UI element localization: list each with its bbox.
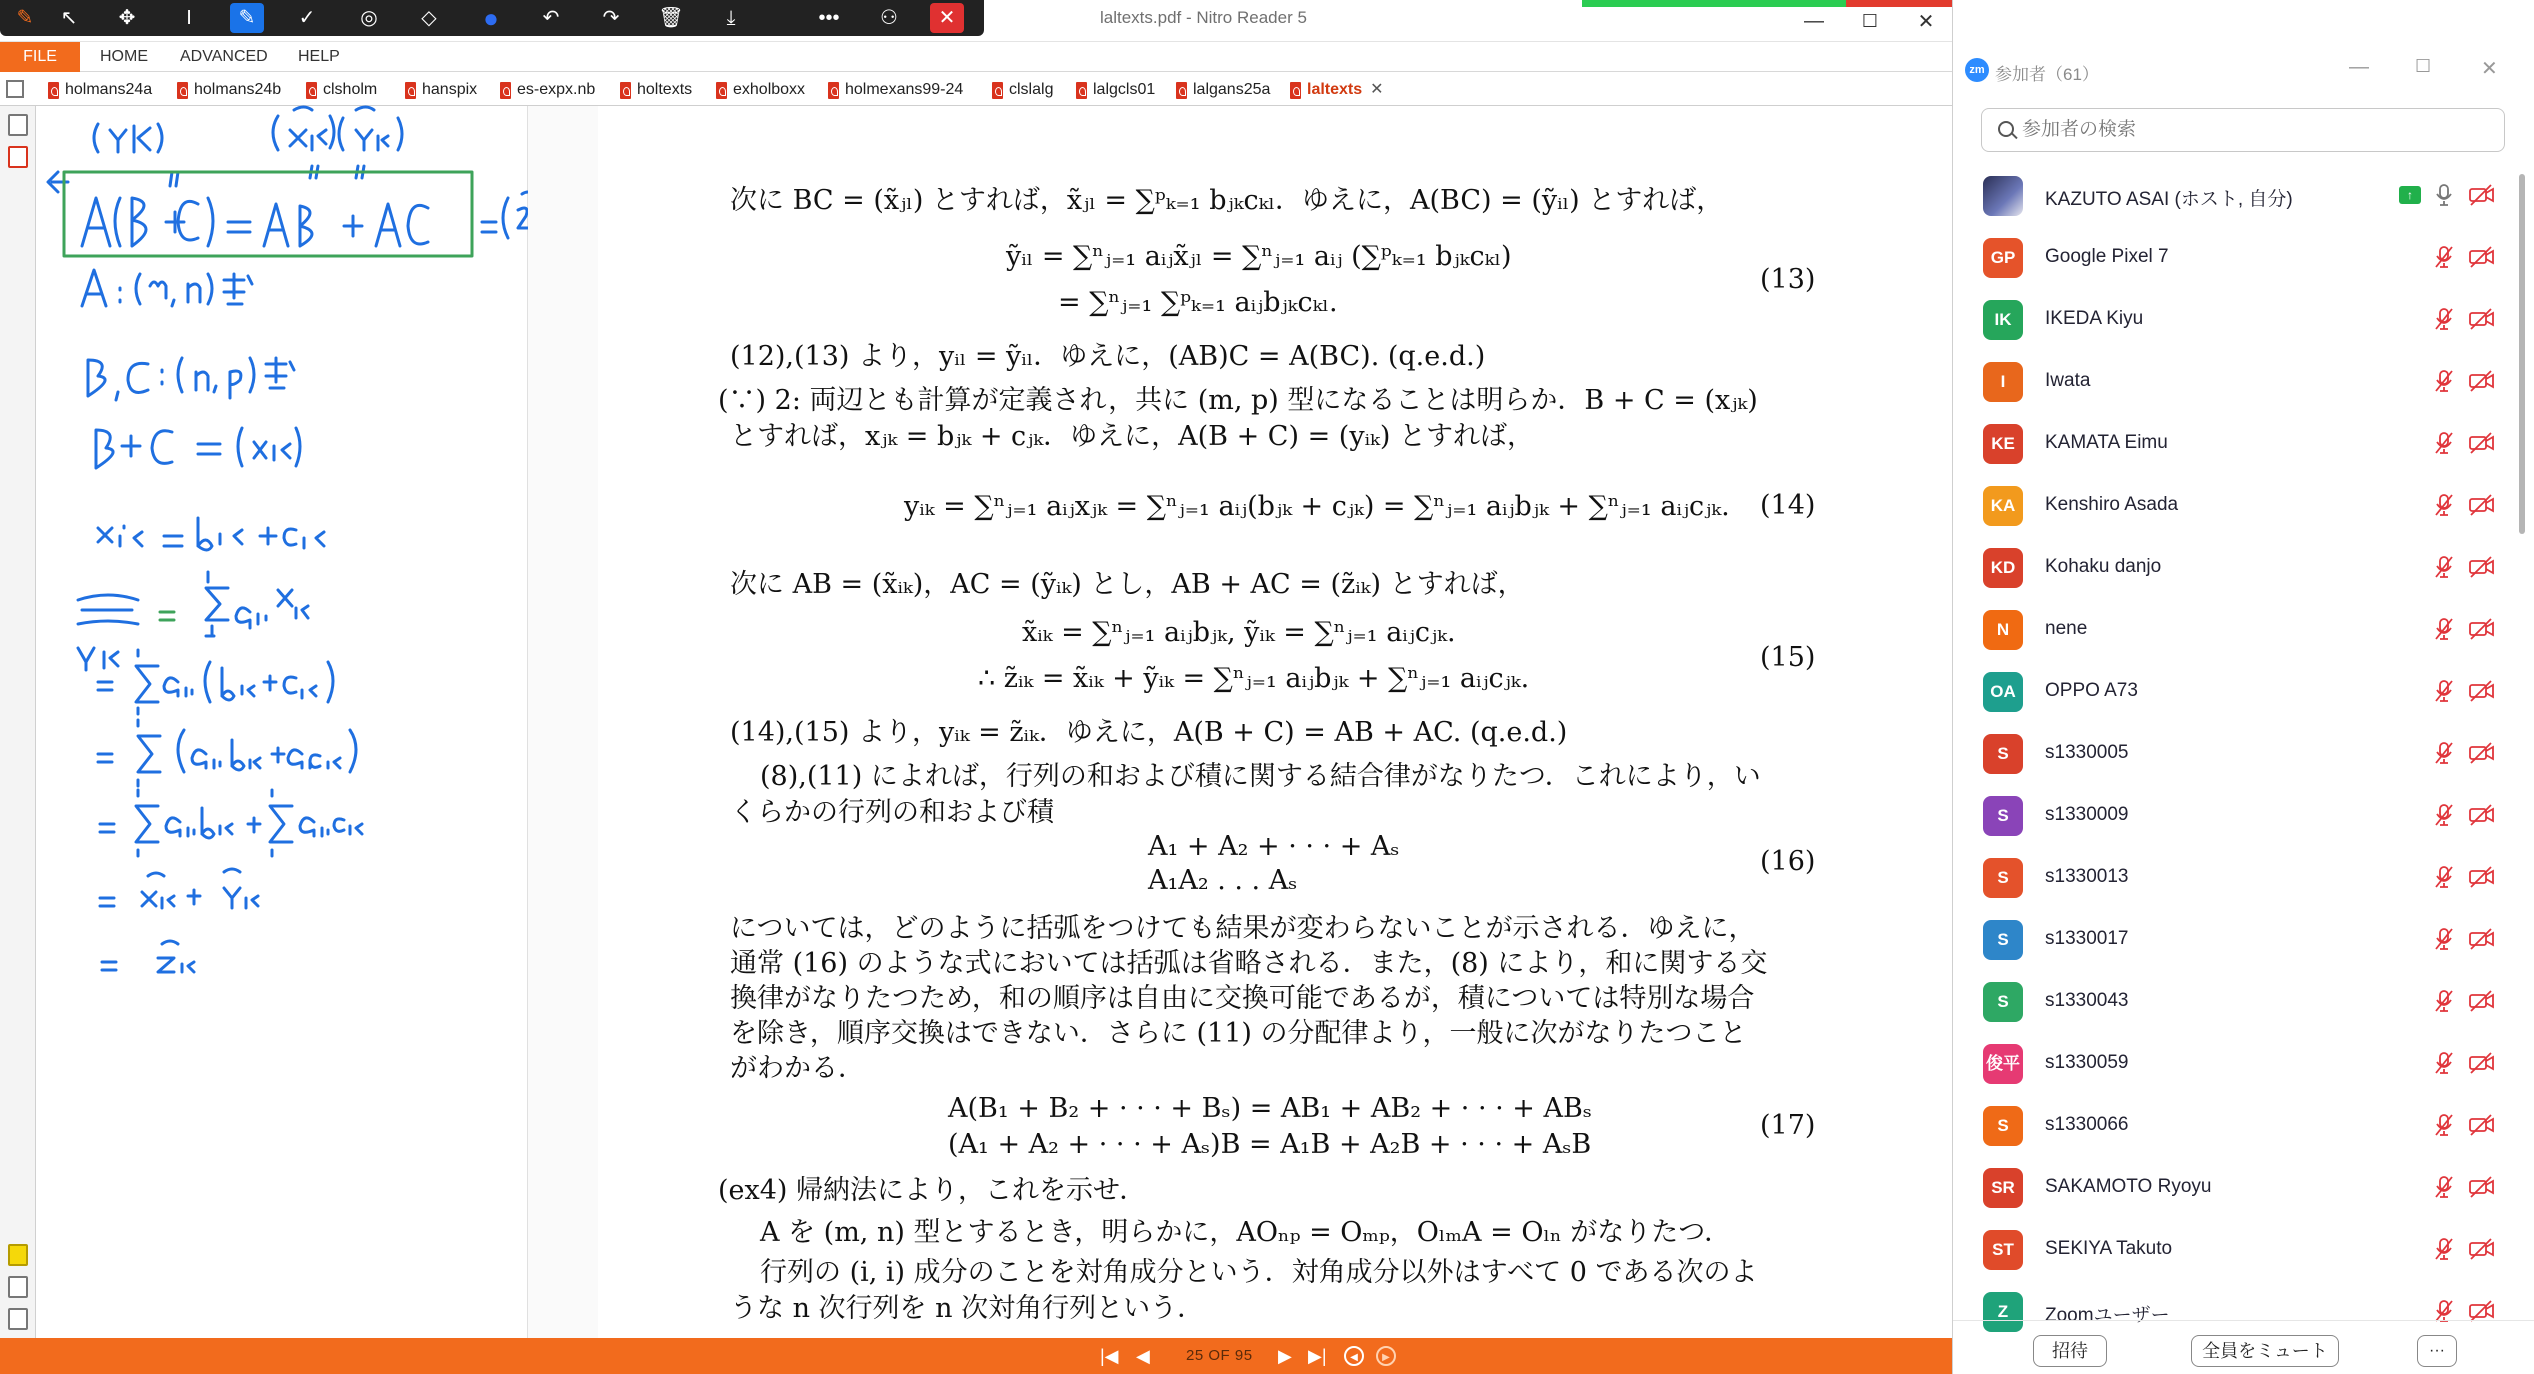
search-icon — [1998, 121, 2014, 137]
pdf-file-icon — [306, 82, 317, 99]
participant-avatar: 俊平 — [1983, 1044, 2023, 1084]
doc-equation: A₁ + A₂ + · · · + Aₛ — [1148, 831, 1400, 862]
video-off-icon[interactable] — [2469, 866, 2495, 888]
participant-avatar: KA — [1983, 486, 2023, 526]
equation-number: (14) — [1760, 490, 1816, 521]
doc-equation: A(B₁ + B₂ + · · · + Bₛ) = AB₁ + AB₂ + · · · + ABₛ — [948, 1093, 1592, 1124]
tab-lalgcls01[interactable]: lalgcls01 — [1076, 76, 1155, 104]
participant-name: s1330059 — [2045, 1052, 2129, 1073]
video-off-icon[interactable] — [2469, 680, 2495, 702]
equation-number: (13) — [1760, 264, 1816, 295]
app-menu-icon[interactable]: ✎ — [16, 7, 34, 29]
participant-avatar: S — [1983, 734, 2023, 774]
zoom-footer — [1953, 1320, 2534, 1374]
participant-list — [1953, 164, 2513, 1326]
pdf-file-icon — [1076, 82, 1087, 99]
menu-bar — [0, 42, 1952, 72]
doc-line: 次に AB = (x̃ᵢₖ)，AC = (ỹᵢₖ) とし，AB + AC = (z̃ᵢₖ) とすれば， — [730, 569, 1525, 600]
close-icon[interactable]: ✕ — [930, 3, 964, 33]
doc-line: 行列の (i, i) 成分のことを対角成分という．対角成分以外はすべて 0 である次のよ — [760, 1257, 1758, 1288]
mic-off-icon[interactable] — [2435, 1300, 2453, 1322]
video-off-icon[interactable] — [2469, 184, 2495, 206]
video-off-icon[interactable] — [2469, 370, 2495, 392]
participant-name: Zoomユーザー — [2045, 1305, 2170, 1326]
back-view-icon[interactable]: ◀ — [1344, 1346, 1364, 1366]
handwritten-notes-drawing — [38, 106, 528, 1338]
scrollbar-thumb[interactable] — [2519, 174, 2525, 534]
tab-holtexts[interactable]: holtexts — [620, 76, 692, 104]
tab-list-icon[interactable] — [6, 80, 24, 98]
video-off-icon[interactable] — [2469, 432, 2495, 454]
doc-line: がわかる． — [730, 1053, 865, 1084]
participant-name: Kohaku danjo — [2045, 556, 2162, 577]
participant-avatar: Z — [1983, 1292, 2023, 1332]
mic-off-icon[interactable] — [2435, 618, 2453, 640]
redo-icon[interactable]: ↷ — [602, 7, 620, 29]
trash-icon[interactable]: 🗑 — [658, 7, 684, 29]
equation-number: (17) — [1760, 1110, 1816, 1141]
doc-equation: ỹᵢₗ = ∑ⁿⱼ₌₁ aᵢⱼx̃ⱼₗ = ∑ⁿⱼ₌₁ aᵢⱼ (∑ᵖₖ₌₁ bⱼₖcₖₗ) — [1006, 241, 1512, 272]
participant-search[interactable] — [1981, 108, 2505, 152]
menu-help[interactable]: HELP — [298, 48, 340, 65]
participant-name: s1330066 — [2045, 1114, 2129, 1135]
video-off-icon[interactable] — [2469, 1300, 2495, 1322]
pdf-file-icon — [992, 82, 1003, 99]
mic-off-icon[interactable] — [2435, 494, 2453, 516]
participant-avatar: N — [1983, 610, 2023, 650]
participant-row[interactable] — [1953, 350, 2513, 412]
pdf-file-icon — [716, 82, 727, 99]
mic-off-icon[interactable] — [2435, 246, 2453, 268]
video-off-icon[interactable] — [2469, 804, 2495, 826]
participant-row[interactable] — [1953, 1032, 2513, 1094]
equation-number: (16) — [1760, 846, 1816, 877]
close-tab-icon[interactable]: ✕ — [1370, 81, 1384, 98]
menu-home[interactable]: HOME — [100, 48, 148, 65]
video-off-icon[interactable] — [2469, 1238, 2495, 1260]
page-indicator[interactable]: 25 OF 95 — [1186, 1347, 1253, 1364]
menu-file[interactable]: FILE — [0, 42, 80, 72]
participant-avatar — [1983, 176, 2023, 216]
doc-line: くらかの行列の和および積 — [730, 797, 1054, 828]
mic-off-icon[interactable] — [2435, 308, 2453, 330]
participant-row[interactable] — [1953, 412, 2513, 474]
minimize-button[interactable]: — — [1804, 9, 1824, 32]
share-screen-icon: ↑ — [2399, 186, 2421, 204]
zoom-maximize-button[interactable]: ☐ — [2415, 56, 2432, 76]
attachments-panel-icon[interactable] — [8, 1276, 28, 1298]
doc-equation: ∴ z̃ᵢₖ = x̃ᵢₖ + ỹᵢₖ = ∑ⁿⱼ₌₁ aᵢⱼbⱼₖ + ∑ⁿⱼ₌₁ aᵢⱼcⱼₖ. — [978, 663, 1530, 694]
left-sidebar — [0, 106, 36, 1338]
doc-line: (8),(11) によれば，行列の和および積に関する結合律がなりたつ．これにより，い — [760, 761, 1761, 792]
participant-name: s1330013 — [2045, 866, 2129, 887]
doc-line: A を (m, n) 型とするとき，明らかに，AOₙₚ = Oₘₚ，OₗₘA = Oₗₙ がなりたつ． — [760, 1217, 1732, 1248]
participant-name: KAZUTO ASAI (ホスト, 自分) — [2045, 189, 2293, 210]
video-off-icon[interactable] — [2469, 1052, 2495, 1074]
participant-row[interactable] — [1953, 164, 2513, 226]
pdf-file-icon — [177, 82, 188, 99]
tab-hanspix[interactable]: hanspix — [405, 76, 477, 104]
participant-name: Iwata — [2045, 370, 2091, 391]
mic-off-icon[interactable] — [2435, 1238, 2453, 1260]
doc-line: 次に BC = (x̃ⱼₗ) とすれば，x̃ⱼₗ = ∑ᵖₖ₌₁ bⱼₖcₖₗ．ゆえに，A(BC) = (ỹᵢₗ) とすれば， — [730, 185, 1724, 216]
participant-name: OPPO A73 — [2045, 680, 2138, 701]
video-off-icon[interactable] — [2469, 494, 2495, 516]
participants-title: 参加者（61） — [1995, 65, 2099, 84]
close-window-button[interactable]: ✕ — [1917, 10, 1935, 33]
participant-row[interactable] — [1953, 784, 2513, 846]
participant-row[interactable] — [1953, 722, 2513, 784]
doc-line: (∵) 2: 両辺とも計算が定義され，共に (m, p) 型になることは明らか．B + C = (xⱼₖ) — [718, 385, 1758, 416]
participant-name: s1330043 — [2045, 990, 2129, 1011]
zoom-close-button[interactable]: ✕ — [2481, 58, 2498, 80]
tab-exholboxx[interactable]: exholboxx — [716, 76, 805, 104]
participant-avatar: S — [1983, 1106, 2023, 1146]
doc-equation: = ∑ⁿⱼ₌₁ ∑ᵖₖ₌₁ aᵢⱼbⱼₖcₖₗ. — [1058, 287, 1338, 318]
mic-off-icon[interactable] — [2435, 432, 2453, 454]
doc-equation: A₁A₂ . . . Aₛ — [1148, 865, 1298, 896]
doc-equation: (A₁ + A₂ + · · · + Aₛ)B = A₁B + A₂B + · · · + AₛB — [948, 1129, 1592, 1160]
participant-row[interactable] — [1953, 1094, 2513, 1156]
tab-holmans24a[interactable]: holmans24a — [48, 76, 152, 104]
participant-avatar: ST — [1983, 1230, 2023, 1270]
undo-icon[interactable]: ↶ — [542, 7, 560, 29]
participant-row[interactable] — [1953, 598, 2513, 660]
participant-row[interactable] — [1953, 660, 2513, 722]
document-tabs — [0, 72, 1952, 106]
participant-avatar: S — [1983, 920, 2023, 960]
video-off-icon[interactable] — [2469, 618, 2495, 640]
mic-off-icon[interactable] — [2435, 1114, 2453, 1136]
tab-clsholm[interactable]: clsholm — [306, 76, 377, 104]
doc-line: (ex4) 帰納法により，これを示せ． — [718, 1175, 1147, 1206]
zoom-logo-icon: zm — [1965, 58, 1989, 82]
mute-all-button[interactable]: 全員をミュート — [2191, 1335, 2339, 1367]
window-title: laltexts.pdf - Nitro Reader 5 — [1100, 8, 1307, 27]
pdf-file-icon — [1176, 82, 1187, 99]
participant-name: Kenshiro Asada — [2045, 494, 2179, 515]
menu-advanced[interactable]: ADVANCED — [180, 48, 268, 65]
doc-line: とすれば，xⱼₖ = bⱼₖ + cⱼₖ．ゆえに，A(B + C) = (yᵢₖ) とすれば， — [730, 421, 1534, 452]
participant-avatar: KE — [1983, 424, 2023, 464]
participant-name: SEKIYA Takuto — [2045, 1238, 2173, 1259]
participant-avatar: GP — [1983, 238, 2023, 278]
mic-off-icon[interactable] — [2435, 370, 2453, 392]
tab-clslalg[interactable]: clslalg — [992, 76, 1053, 104]
participant-name: IKEDA Kiyu — [2045, 308, 2144, 329]
more-options-button[interactable]: ··· — [2417, 1335, 2457, 1367]
participant-avatar: KD — [1983, 548, 2023, 588]
check-icon[interactable]: ✓ — [298, 7, 316, 29]
previous-page-icon[interactable]: ◀ — [1136, 1346, 1150, 1366]
participant-avatar: S — [1983, 982, 2023, 1022]
first-page-icon[interactable]: |◀ — [1100, 1346, 1119, 1366]
more-icon[interactable]: ••• — [818, 7, 840, 29]
move-icon[interactable]: ✥ — [118, 7, 136, 29]
pdf-file-icon — [828, 82, 839, 99]
participant-name: SAKAMOTO Ryoyu — [2045, 1176, 2212, 1197]
participant-avatar: IK — [1983, 300, 2023, 340]
mic-off-icon[interactable] — [2435, 804, 2453, 826]
video-off-icon[interactable] — [2469, 1176, 2495, 1198]
search-input[interactable] — [2022, 115, 2492, 145]
zoom-minimize-button[interactable]: — — [2349, 56, 2369, 78]
doc-equation: x̃ᵢₖ = ∑ⁿⱼ₌₁ aᵢⱼbⱼₖ, ỹᵢₖ = ∑ⁿⱼ₌₁ aᵢⱼcⱼₖ. — [1022, 617, 1456, 648]
mic-off-icon[interactable] — [2435, 742, 2453, 764]
maximize-button[interactable]: ☐ — [1861, 10, 1879, 31]
doc-line: 換律がなりたつため，和の順序は自由に交換可能であるが，積については特別な場合 — [730, 983, 1755, 1014]
pdf-file-icon — [48, 82, 59, 99]
zoom-participants-panel — [1952, 0, 2533, 1374]
pen-icon[interactable]: ✎ — [230, 3, 264, 33]
doc-line: については，どのように括弧をつけても結果が変わらないことが示される．ゆえに， — [730, 913, 1756, 944]
color-dot-icon[interactable]: ● — [483, 3, 499, 33]
doc-line: (14),(15) より，yᵢₖ = z̃ᵢₖ．ゆえに，A(B + C) = AB + AC. (q.e.d.) — [730, 717, 1568, 748]
forward-view-icon[interactable]: ▶ — [1376, 1346, 1396, 1366]
participant-name: s1330009 — [2045, 804, 2129, 825]
zoom-header — [1953, 48, 2534, 92]
video-off-icon[interactable] — [2469, 1114, 2495, 1136]
participant-row[interactable] — [1953, 1156, 2513, 1218]
eraser-icon[interactable]: ◇ — [421, 7, 437, 29]
mic-off-icon[interactable] — [2435, 990, 2453, 1012]
participant-row[interactable] — [1953, 970, 2513, 1032]
participant-avatar: S — [1983, 858, 2023, 898]
comments-panel-icon[interactable] — [8, 1244, 28, 1266]
select-arrow-icon[interactable]: ↖ — [60, 7, 78, 29]
pdf-file-icon — [500, 82, 511, 99]
participant-avatar: OA — [1983, 672, 2023, 712]
tab-es-expx[interactable]: es-expx.nb — [500, 76, 595, 104]
pdf-file-icon — [1290, 82, 1301, 99]
participant-row[interactable] — [1953, 846, 2513, 908]
bookmarks-panel-icon[interactable] — [8, 146, 28, 168]
video-off-icon[interactable] — [2469, 928, 2495, 950]
equation-number: (15) — [1760, 642, 1816, 673]
video-off-icon[interactable] — [2469, 742, 2495, 764]
pdf-file-icon — [405, 82, 416, 99]
invite-button[interactable]: 招待 — [2033, 1335, 2107, 1367]
pages-panel-icon[interactable] — [8, 114, 28, 136]
participant-name: s1330017 — [2045, 928, 2129, 949]
participant-avatar: S — [1983, 796, 2023, 836]
tab-holmans24b[interactable]: holmans24b — [177, 76, 281, 104]
annotation-toolbar — [0, 0, 984, 36]
participant-row[interactable] — [1953, 288, 2513, 350]
mic-off-icon[interactable] — [2435, 928, 2453, 950]
last-page-icon[interactable]: ▶| — [1308, 1346, 1327, 1366]
pdf-page[interactable] — [598, 106, 1952, 1338]
participant-avatar: I — [1983, 362, 2023, 402]
participant-row[interactable] — [1953, 536, 2513, 598]
participant-row[interactable] — [1953, 226, 2513, 288]
participant-row[interactable] — [1953, 474, 2513, 536]
doc-line: うな n 次行列を n 次対角行列という． — [730, 1293, 1205, 1324]
next-page-icon[interactable]: ▶ — [1278, 1346, 1292, 1366]
tab-lalgans25a[interactable]: lalgans25a — [1176, 76, 1270, 104]
video-off-icon[interactable] — [2469, 308, 2495, 330]
mic-off-icon[interactable] — [2435, 866, 2453, 888]
doc-line: 通常 (16) のような式においては括弧は省略される．また，(8) により，和に関する交 — [730, 948, 1768, 979]
video-off-icon[interactable] — [2469, 246, 2495, 268]
pdf-file-icon — [620, 82, 631, 99]
people-icon[interactable]: ⚇ — [880, 7, 898, 29]
page-gutter — [528, 106, 598, 1338]
mic-off-icon[interactable] — [2435, 556, 2453, 578]
doc-equation: yᵢₖ = ∑ⁿⱼ₌₁ aᵢⱼxⱼₖ = ∑ⁿⱼ₌₁ aᵢⱼ(bⱼₖ + cⱼₖ) = ∑ⁿⱼ₌₁ aᵢⱼbⱼₖ + ∑ⁿⱼ₌₁ aᵢⱼcⱼₖ. — [904, 491, 1730, 522]
text-cursor-icon[interactable]: I — [186, 7, 192, 29]
mic-off-icon[interactable] — [2435, 1052, 2453, 1074]
doc-line: (12),(13) より，yᵢₗ = ỹᵢₗ．ゆえに，(AB)C = A(BC). (q.e.d.) — [730, 341, 1486, 372]
mic-on-icon[interactable] — [2435, 184, 2453, 206]
video-off-icon[interactable] — [2469, 556, 2495, 578]
handwritten-notes-area[interactable] — [38, 106, 528, 1338]
participant-row[interactable] — [1953, 1218, 2513, 1280]
page-navigation-bar — [0, 1338, 1952, 1374]
video-off-icon[interactable] — [2469, 990, 2495, 1012]
participant-name: Google Pixel 7 — [2045, 246, 2169, 267]
participant-name: KAMATA Eimu — [2045, 432, 2168, 453]
participant-name: s1330005 — [2045, 742, 2129, 763]
download-icon[interactable]: ⤓ — [726, 7, 736, 29]
participant-row[interactable] — [1953, 908, 2513, 970]
doc-line: を除き，順序交換はできない．さらに (11) の分配律より，一般に次がなりたつこと — [730, 1018, 1747, 1049]
tab-holmexans99-24[interactable]: holmexans99-24 — [828, 76, 963, 104]
participant-scrollbar[interactable] — [2517, 164, 2527, 1304]
layers-panel-icon[interactable] — [8, 1308, 28, 1330]
participant-avatar: SR — [1983, 1168, 2023, 1208]
mic-off-icon[interactable] — [2435, 680, 2453, 702]
tab-laltexts[interactable]: laltexts ✕ — [1290, 76, 1384, 104]
mic-off-icon[interactable] — [2435, 1176, 2453, 1198]
participant-name: nene — [2045, 618, 2088, 639]
stamp-icon[interactable]: ◎ — [360, 7, 378, 29]
